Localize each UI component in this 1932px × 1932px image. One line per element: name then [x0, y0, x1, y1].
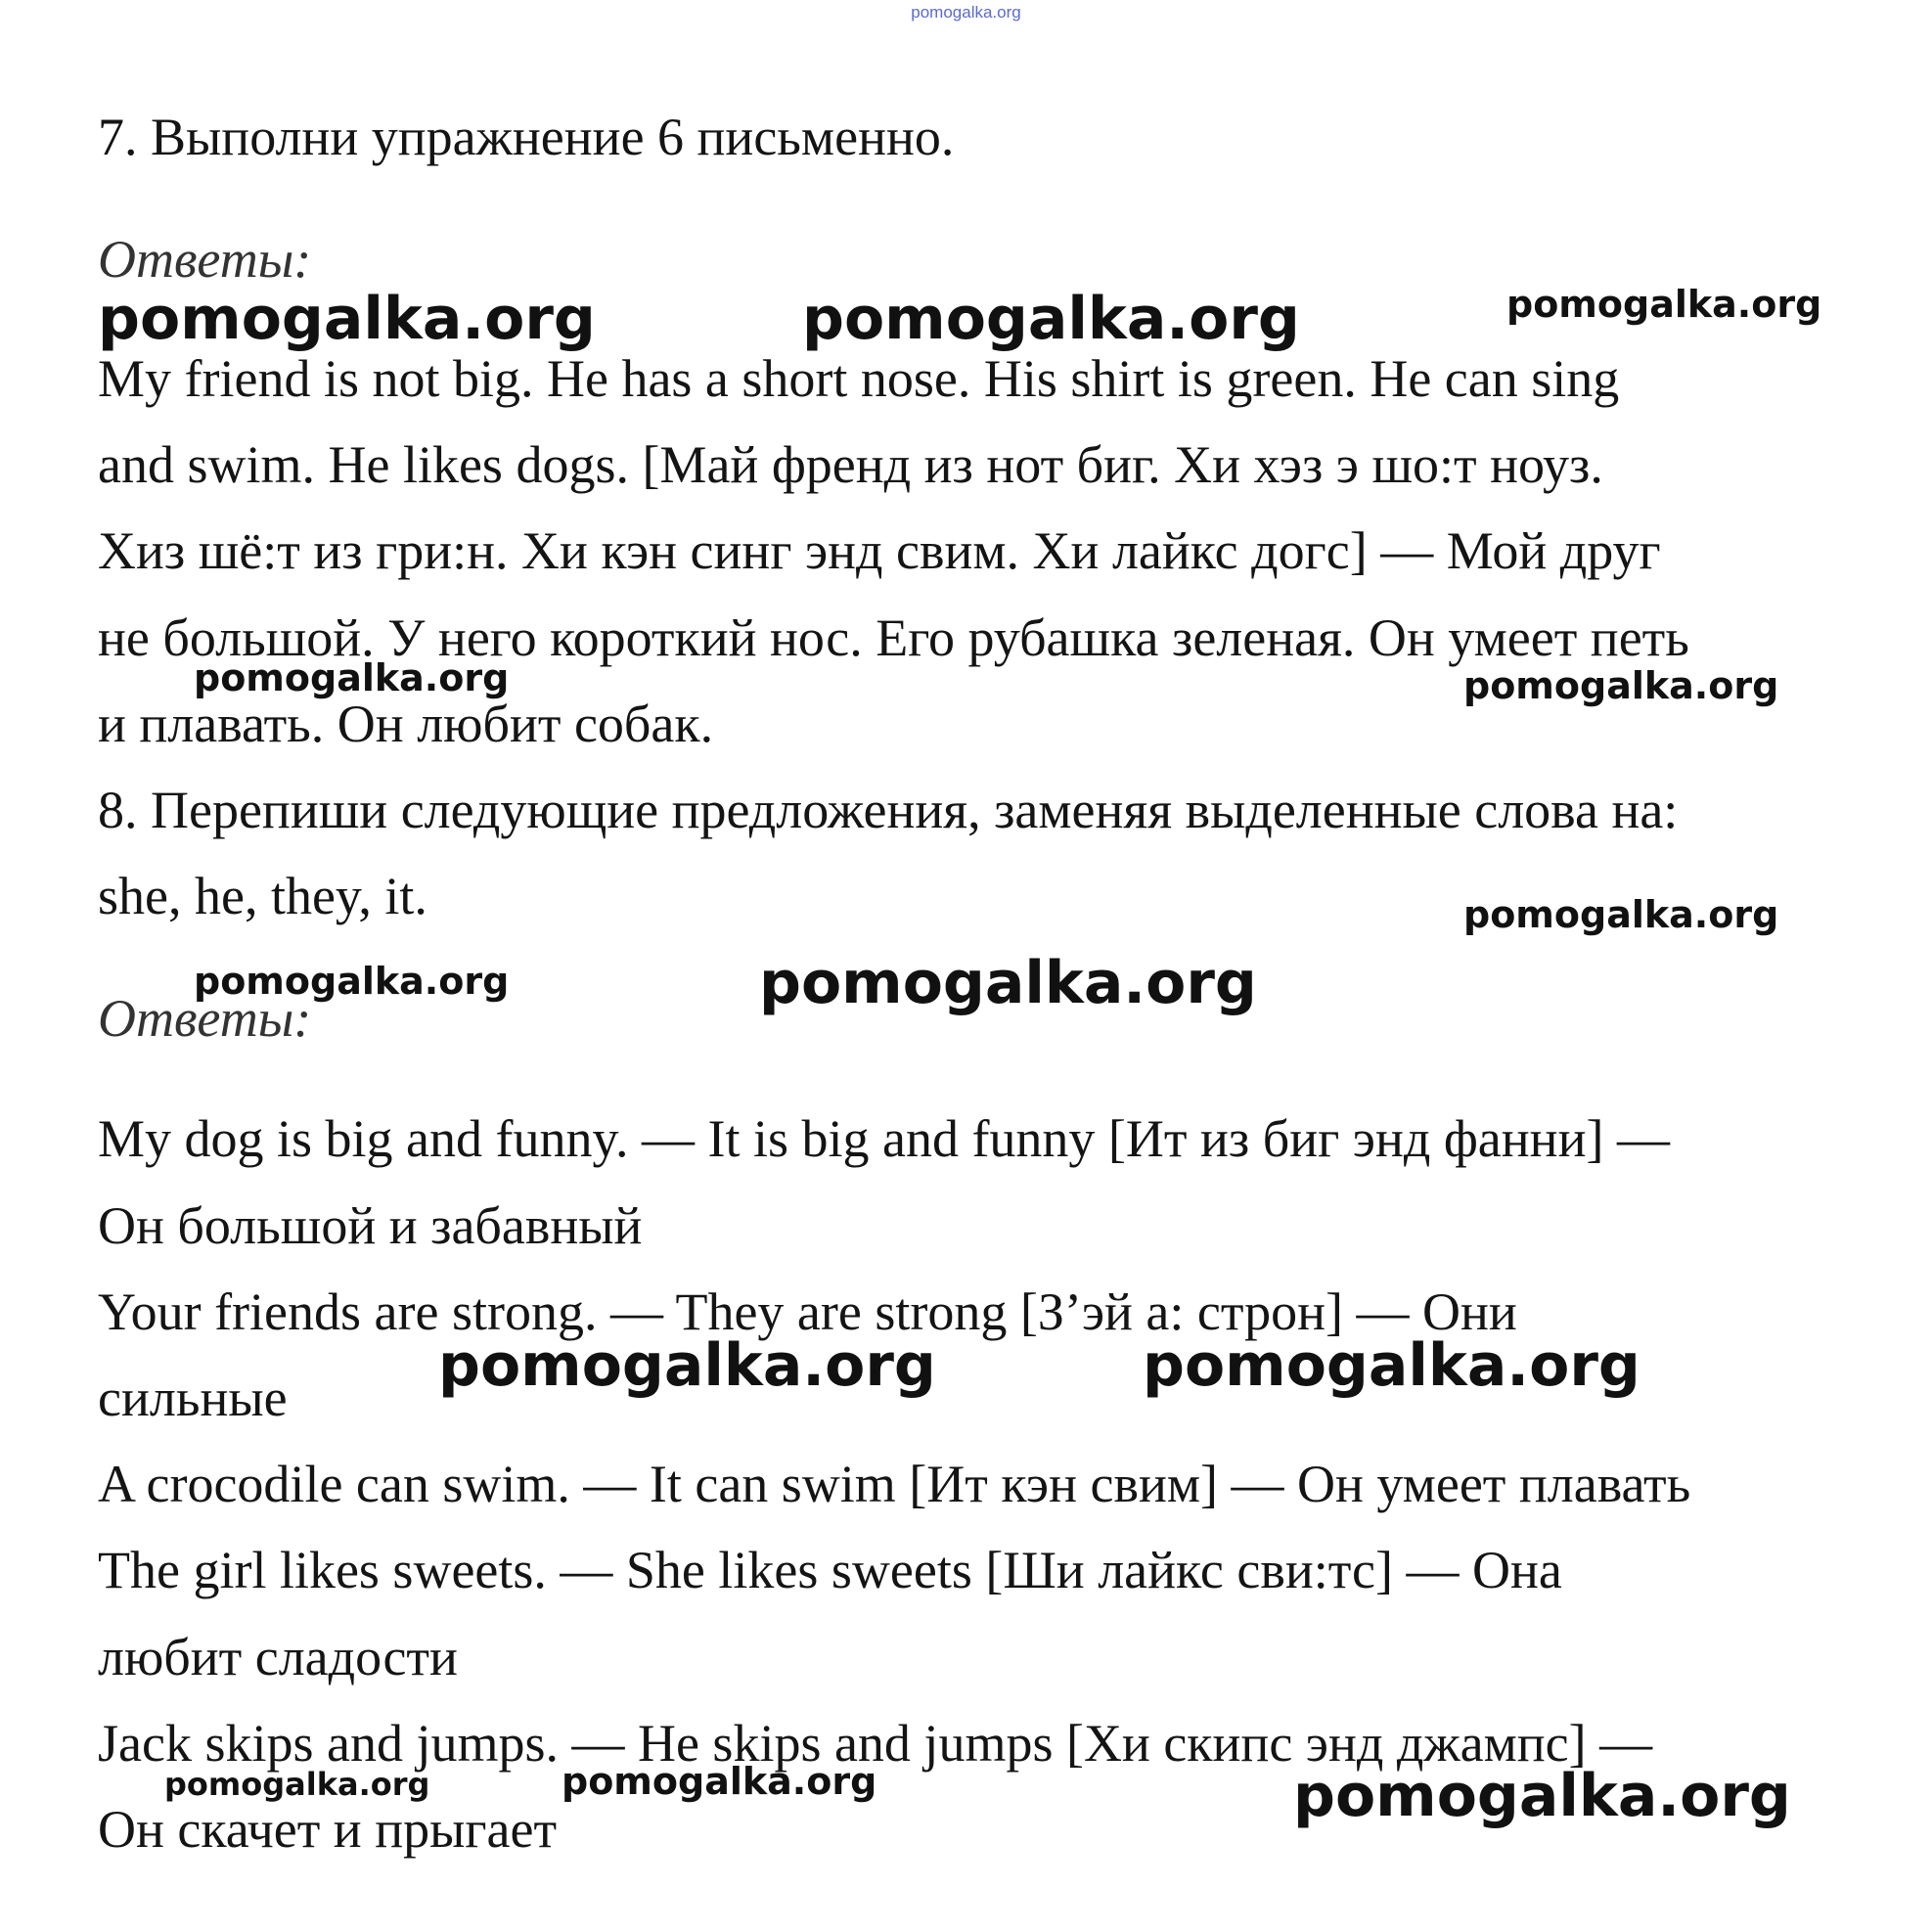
exercise-8-line: Jack skips and jumps. — He skips and jumps [Хи скипс энд джампс] —: [98, 1714, 1653, 1773]
watermark: pomogalka.org: [1463, 893, 1779, 936]
exercise-8-line: Your friends are strong. — They are strong [З’эй а: строн] — Они: [98, 1282, 1517, 1341]
exercise-8-task: she, he, they, it.: [98, 867, 427, 925]
exercise-8-line: Он большой и забавный: [98, 1196, 643, 1255]
watermark: pomogalka.org: [1143, 1331, 1640, 1400]
watermark: pomogalka.org: [1463, 664, 1779, 707]
watermark: pomogalka.org: [562, 1760, 877, 1803]
watermark: pomogalka.org: [194, 960, 510, 1003]
exercise-7-line: and swim. He likes dogs. [Май френд из нот биг. Хи хэз э шо:т ноуз.: [98, 435, 1603, 494]
exercise-7-line: My friend is not big. He has a short nose. His shirt is green. He can sing: [98, 349, 1620, 408]
site-mark: pomogalka.org: [911, 3, 1021, 22]
exercise-7-line: Хиз шё:т из гри:н. Хи кэн синг энд свим. Хи лайкс догс] — Мой друг: [98, 521, 1661, 580]
exercise-8-task: 8. Перепиши следующие предложения, заменяя выделенные слова на:: [98, 781, 1679, 839]
exercise-8-answers-label: Ответы:: [98, 989, 312, 1048]
exercise-8-line: My dog is big and funny. — It is big and funny [Ит из биг энд фанни] —: [98, 1109, 1670, 1168]
exercise-7-line: и плавать. Он любит собак.: [98, 695, 714, 753]
watermark: pomogalka.org: [1293, 1762, 1791, 1830]
exercise-8-line: Он скачет и прыгает: [98, 1800, 558, 1859]
watermark: pomogalka.org: [194, 656, 510, 699]
exercise-8-line: The girl likes sweets. — She likes sweets [Ши лайкс сви:тс] — Она: [98, 1541, 1562, 1599]
exercise-8-line: сильные: [98, 1369, 288, 1427]
watermark: pomogalka.org: [438, 1331, 936, 1400]
watermark: pomogalka.org: [164, 1766, 430, 1803]
exercise-7-task: 7. Выполни упражнение 6 письменно.: [98, 108, 955, 166]
exercise-7-line: не большой. У него короткий нос. Его рубашка зеленая. Он умеет петь: [98, 608, 1689, 667]
watermark: pomogalka.org: [98, 285, 596, 353]
watermark: pomogalka.org: [1506, 283, 1822, 326]
exercise-7-answers-label: Ответы:: [98, 230, 312, 289]
watermark: pomogalka.org: [759, 949, 1257, 1017]
exercise-8-line: A crocodile can swim. — It can swim [Ит кэн свим] — Он умеет плавать: [98, 1455, 1691, 1513]
exercise-8-line: любит сладости: [98, 1628, 458, 1686]
watermark: pomogalka.org: [802, 285, 1300, 353]
